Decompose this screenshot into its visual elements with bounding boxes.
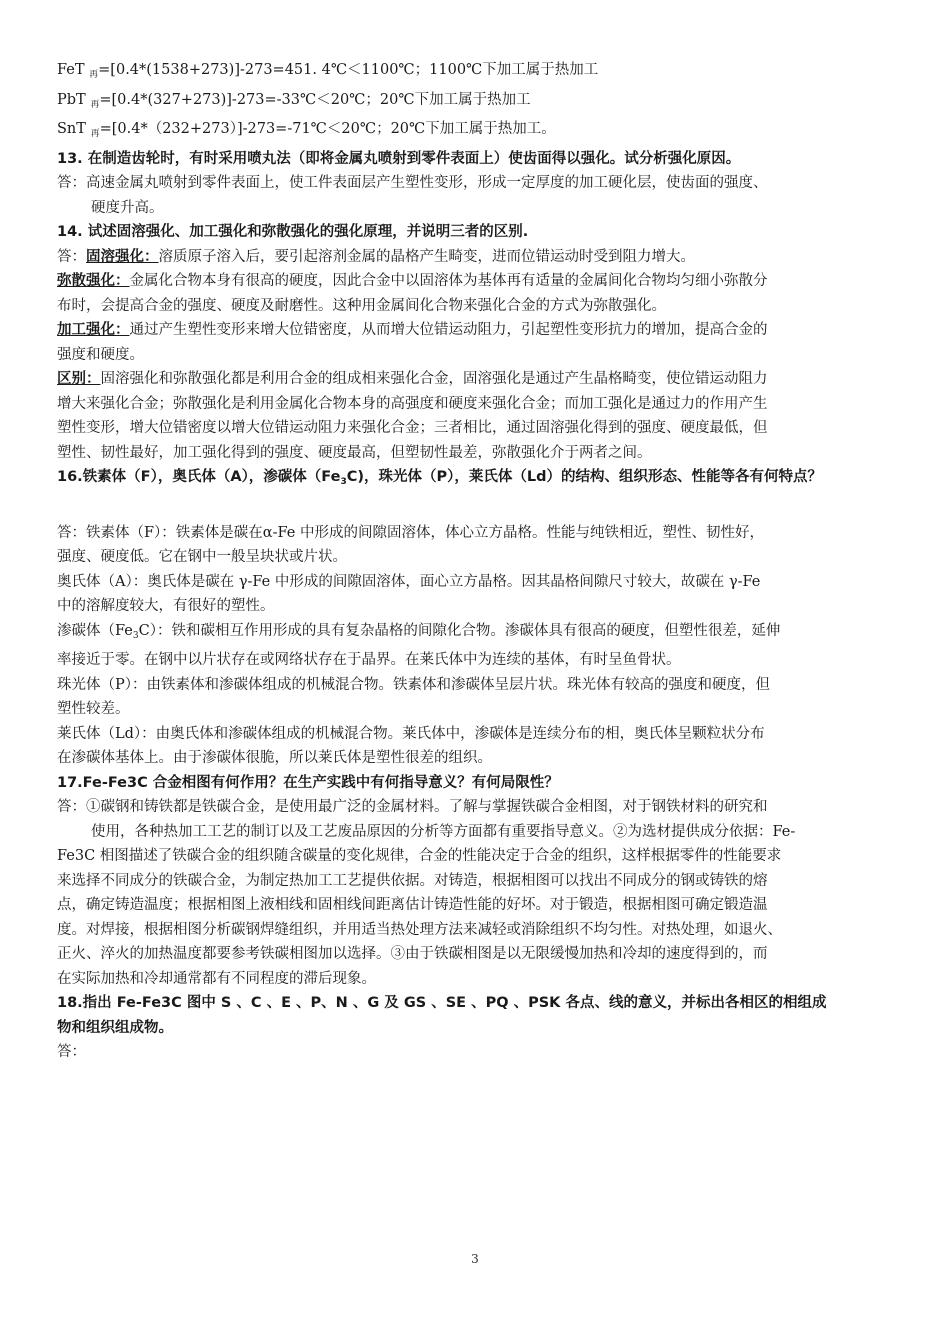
term-solid-solution: 固溶强化：: [86, 247, 159, 265]
page-number: 3: [471, 1252, 479, 1266]
answer-17-line-2: 使用，各种热加工工艺的制订以及工艺废品原因的分析等方面都有重要指导意义。②为选材提供成分依据：Fe-: [91, 823, 796, 840]
answer-14-difference-4: 塑性、韧性最好，加工强化得到的强度、硬度最高，但塑韧性最差，弥散强化介于两者之间。: [57, 444, 652, 461]
question-14: 14. 试述固溶强化、加工强化和弥散强化的强化原理，并说明三者的区别.: [57, 224, 529, 240]
answer-16-pearlite-2: 塑性较差。: [57, 701, 130, 717]
answer-17-line-8: 在实际加热和冷却通常都有不同程度的滞后现象。: [57, 970, 376, 987]
term-dispersion: 弥散强化：: [57, 272, 130, 289]
answer-17-line-4: 来选择不同成分的铁碳合金，为制定热加工工艺提供依据。对铸造，根据相图可以找出不同成分的钢或铸铁的熔: [57, 872, 768, 889]
answer-17-line-1: 答：①碳钢和铸铁都是铁碳合金，是使用最广泛的金属材料。了解与掌握铁碳合金相图，对于钢铁材料的研究和: [57, 799, 768, 815]
term-difference: 区别：: [57, 370, 101, 387]
answer-13-line-2: 硬度升高。: [91, 199, 164, 216]
answer-18: 答：: [57, 1044, 86, 1060]
question-18-line-1: 18.指出 Fe-Fe3C 图中 S 、C 、E 、P、N 、G 及 GS 、SE 、PQ 、PSK 各点、线的意义，并标出各相区的相组成: [57, 995, 827, 1011]
answer-14-solid-solution: 答：固溶强化：溶质原子溶入后，要引起溶剂金属的晶格产生畸变，进而位错运动时受到阻力增大。: [57, 247, 695, 265]
answer-14-dispersion-1: 弥散强化：金属化合物本身有很高的硬度，因此合金中以固溶体为基体再有适量的金属间化合物均匀细小弥散分: [57, 272, 768, 289]
answer-16-cementite-1: 渗碳体$(Fe_3C)$：铁和碳相互作用形成的具有复杂晶格的间隙化合物。渗碳体具有很高的硬度，但塑性很差，延伸: [57, 622, 781, 641]
question-17: 17.Fe-Fe3C 合金相图有何作用？在生产实践中有何指导意义？有何局限性？: [57, 774, 559, 791]
calc-line-fe: FeT $_再$=[0.4*(1538+273)]-273=451. 4℃＜1100℃；1100℃下加工属于热加工: [57, 62, 599, 80]
answer-17-line-7: 正火、淬火的加热温度都要参考铁碳相图加以选择。③由于铁碳相图是以无限缓慢加热和冷却的速度得到的，而: [57, 946, 768, 962]
answer-17-line-5: 点，确定铸造温度；根据相图上液相线和固相线间距离估计铸造性能的好坏。对于锻造，根据相图可确定锻造温: [57, 897, 768, 913]
answer-14-work-hardening-1: 加工强化：通过产生塑性变形来增大位错密度，从而增大位错运动阻力，引起塑性变形抗力的增加，提高合金的: [57, 321, 768, 338]
calc-line-pb: PbT $_再$=[0.4*(327+273)]-273=-33℃＜20℃；20℃下加工属于热加工: [57, 91, 531, 110]
answer-17-line-6: 度。对焊接，根据相图分析碳钢焊缝组织，并用适当热处理方法来减轻或消除组织不均匀性。对热处理，如退火、: [57, 921, 782, 938]
answer-14-work-hardening-2: 强度和硬度。: [57, 346, 144, 363]
question-18-line-2: 物和组织组成物。: [57, 1019, 173, 1036]
answer-16-austenite-1: 奥氏体（A）：奥氏体是碳在 γ-Fe 中形成的间隙固溶体，面心立方晶格。因其晶格间隙尺寸较大，故碳在 γ-Fe: [57, 573, 761, 590]
answer-17-line-3: Fe3C 相图描述了铁碳合金的组织随含碳量的变化规律，合金的性能决定于合金的组织，这样根据零件的性能要求: [57, 848, 782, 864]
term-work-hardening: 加工强化：: [57, 321, 130, 338]
question-13: 13. 在制造齿轮时，有时采用喷丸法（即将金属丸喷射到零件表面上）使齿面得以强化。试分析强化原因。: [57, 150, 741, 167]
calc-line-sn: SnT $_再$=[0.4*（232+273）]-273=-71℃＜20℃；20℃下加工属于热加工。: [57, 121, 556, 139]
answer-14-difference-1: 区别：固溶强化和弥散强化都是利用合金的组成相来强化合金，固溶强化是通过产生晶格畸变，使位错运动阻力: [57, 370, 768, 387]
answer-16-pearlite-1: 珠光体（P）：由铁素体和渗碳体组成的机械混合物。铁素体和渗碳体呈层片状。珠光体有较高的强度和硬度，但: [57, 676, 771, 693]
answer-14-difference-2: 增大来强化合金；弥散强化是利用金属化合物本身的高强度和硬度来强化合金；而加工强化是通过力的作用产生: [57, 395, 768, 412]
spacer: [57, 495, 894, 521]
answer-16-cementite-2: 率接近于零。在钢中以片状存在或网络状存在于晶界。在莱氏体中为连续的基体，有时呈鱼骨状。: [57, 652, 681, 668]
answer-16-ferrite-2: 强度、硬度低。它在钢中一般呈块状或片状。: [57, 549, 347, 565]
answer-16-ferrite-1: 答：铁素体（F）：铁素体是碳在α-Fe 中形成的间隙固溶体，体心立方晶格。性能与纯铁相近，塑性、韧性好，: [57, 524, 764, 541]
answer-14-dispersion-2: 布时，会提高合金的强度、硬度及耐磨性。这种用金属间化合物来强化合金的方式为弥散强化。: [57, 297, 666, 314]
answer-16-austenite-2: 中的溶解度较大，有很好的塑性。: [57, 598, 275, 614]
question-16: 16.铁素体（F），奥氏体（A），渗碳体$(Fe_3C)$，珠光体（P），莱氏体（Ld）的结构、组织形态、性能等各有何特点？: [57, 469, 822, 487]
answer-13-line-1: 答：高速金属丸喷射到零件表面上，使工件表面层产生塑性变形，形成一定厚度的加工硬化层，使齿面的强度、: [57, 175, 768, 191]
answer-14-difference-3: 塑性变形，增大位错密度以增大位错运动阻力来强化合金；三者相比，通过固溶强化得到的强度、硬度最低，但: [57, 420, 768, 436]
answer-16-ledeburite-2: 在渗碳体基体上。由于渗碳体很脆，所以莱氏体是塑性很差的组织。: [57, 750, 492, 766]
answer-16-ledeburite-1: 莱氏体（Ld）：由奥氏体和渗碳体组成的机械混合物。莱氏体中，渗碳体是连续分布的相，奥氏体呈颗粒状分布: [57, 725, 765, 742]
